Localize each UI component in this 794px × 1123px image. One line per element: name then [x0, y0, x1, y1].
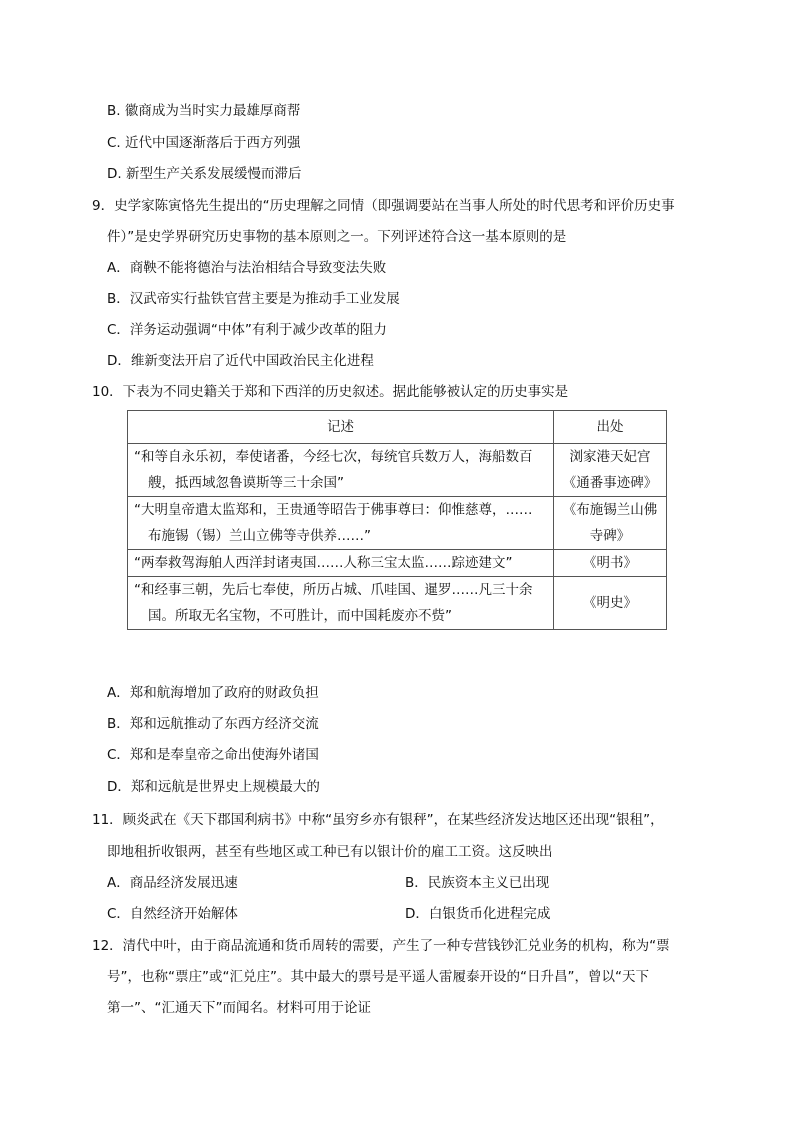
table-row [128, 497, 667, 550]
q10-option-d: D．郑和远航是世界史上规模最大的 [107, 779, 320, 795]
q8-option-d: D. 新型生产关系发展缓慢而滞后 [107, 166, 302, 182]
q12-stem-line1: 12．清代中叶，由于商品流通和货币周转的需要，产生了一种专营钱钞汇兑业务的机构，称为“票 [92, 938, 670, 954]
header-record: 记述 [128, 411, 554, 444]
q9-option-c: C．洋务运动强调“中体”有利于减少改革的阻力 [107, 322, 387, 338]
header-source: 出处 [554, 411, 667, 444]
q10-option-b: B．郑和远航推动了东西方经济交流 [107, 716, 319, 732]
q9-option-d: D．维新变法开启了近代中国政治民主化进程 [107, 353, 374, 369]
q9-option-a: A．商鞅不能将德治与法治相结合导致变法失败 [107, 260, 387, 276]
q11-option-c: C．自然经济开始解体 [107, 906, 238, 922]
q9-stem-line1: 9．史学家陈寅恪先生提出的“历史理解之同情（即强调要站在当事人所处的时代思考和评价历史事 [92, 198, 675, 214]
source-cell: 《明书》 [554, 550, 667, 577]
history-records-table [127, 410, 667, 630]
q9-option-b: B．汉武帝实行盐铁官营主要是为推动手工业发展 [107, 291, 400, 307]
source-cell: 浏家港天妃宫《通番事迹碑》 [554, 444, 667, 497]
q8-option-b: B. 徽商成为当时实力最雄厚商帮 [107, 103, 301, 119]
record-cell [128, 550, 554, 577]
q11-option-a: A．商品经济发展迅速 [107, 875, 238, 891]
record-cell [128, 497, 554, 550]
q12-stem-line2: 号”，也称“票庄”或“汇兑庄”。其中最大的票号是平遥人雷履泰开设的“日升昌”，曾以“天下 [107, 969, 649, 985]
table-row [128, 444, 667, 497]
record-cell [128, 577, 554, 630]
q10-option-a: A．郑和航海增加了政府的财政负担 [107, 685, 319, 701]
table-header-row [128, 411, 667, 444]
q10-stem: 10．下表为不同史籍关于郑和下西洋的历史叙述。据此能够被认定的历史事实是 [92, 384, 569, 400]
q10-option-c: C．郑和是奉皇帝之命出使海外诸国 [107, 747, 319, 763]
q11-stem-line2: 即地租折收银两，甚至有些地区或工种已有以银计价的雇工工资。这反映出 [107, 844, 553, 860]
record-line: “和等自永乐初，奉使诸番，今经七次，每统官兵数万人，海船数百 [134, 449, 533, 465]
record-line: “大明皇帝遣太监郑和，王贵通等昭告于佛事尊曰：仰惟慈尊，…… [134, 502, 533, 518]
q9-stem-line2: 件）”是史学界研究历史事物的基本原则之一。下列评述符合这一基本原则的是 [107, 229, 567, 245]
table-row [128, 577, 667, 630]
record-line: 布施锡（锡）兰山立佛等寺供养……” [148, 528, 371, 544]
record-line: “和经事三朝，先后七奉使，所历占城、爪哇国、暹罗……凡三十余 [134, 582, 533, 598]
record-line: 艘，抵西域忽鲁谟斯等三十余国” [148, 475, 344, 491]
source-cell: 《明史》 [554, 577, 667, 630]
q11-option-b: B．民族资本主义已出现 [405, 875, 550, 891]
q8-option-c: C. 近代中国逐渐落后于西方列强 [107, 135, 301, 151]
q12-stem-line3: 第一”、“汇通天下”而闻名。材料可用于论证 [107, 1000, 371, 1016]
table-row [128, 550, 667, 577]
source-cell: 《布施锡兰山佛寺碑》 [554, 497, 667, 550]
record-line: “两奉救驾海舶人西洋封诸夷国……人称三宝太监……踪迹建文” [134, 555, 513, 571]
record-line: 国。所取无名宝物，不可胜计，而中国耗废亦不赀” [148, 608, 452, 624]
record-cell [128, 444, 554, 497]
q11-option-d: D．白银货币化进程完成 [405, 906, 551, 922]
q11-stem-line1: 11．顾炎武在《天下郡国利病书》中称“虽穷乡亦有银秤”，在某些经济发达地区还出现“银租”， [92, 812, 664, 828]
